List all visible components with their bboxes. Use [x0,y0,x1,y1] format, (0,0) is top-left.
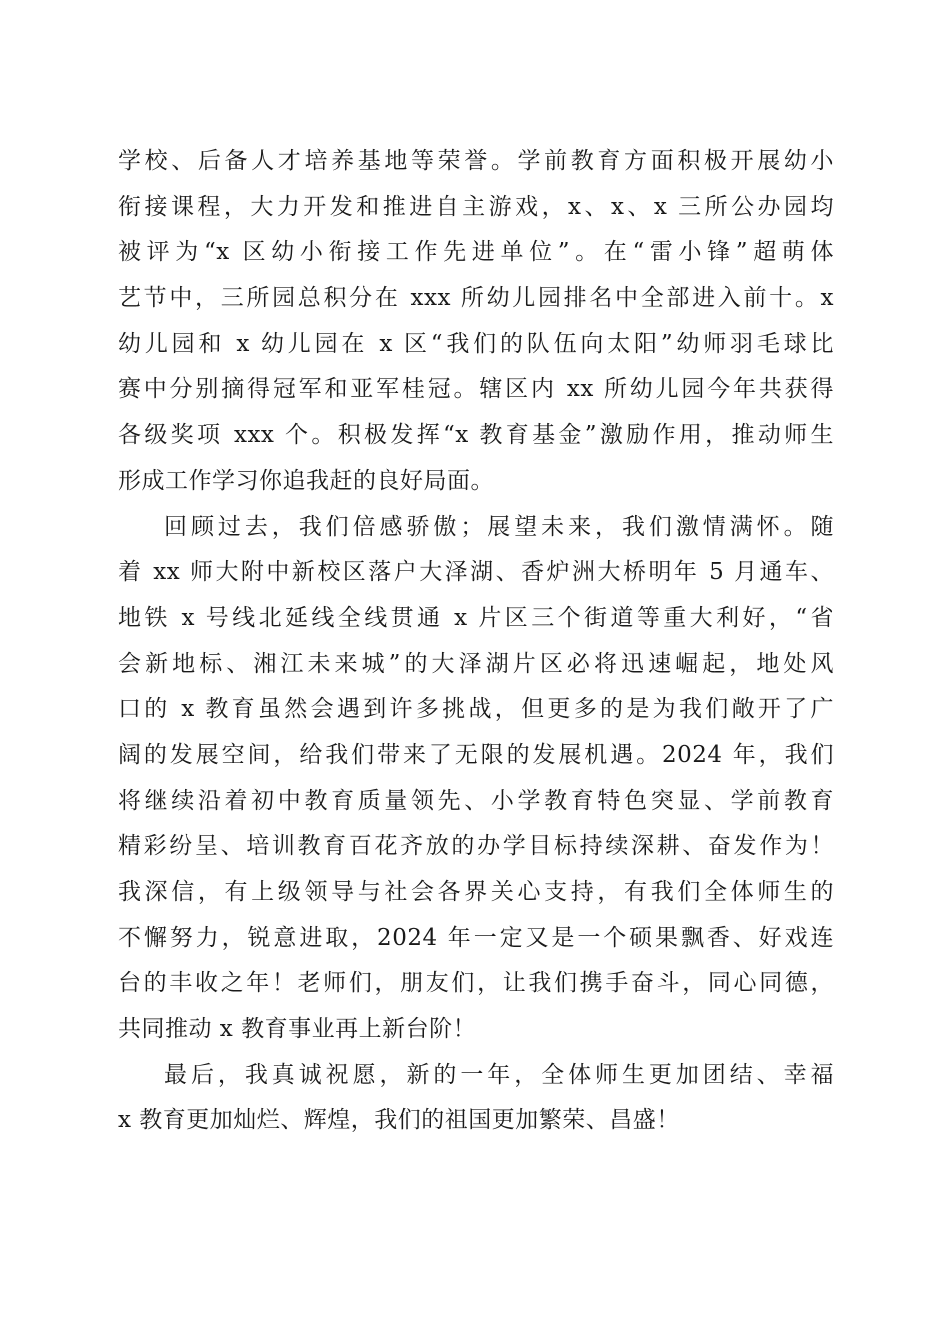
text-line: 艺节中，三所园总积分在 xxx 所幼儿园排名中全部进入前十。x [118,285,834,312]
text-line: x 教育更加灿烂、辉煌，我们的祖国更加繁荣、昌盛！ [118,1107,680,1134]
text-line: 赛中分别摘得冠军和亚军桂冠。辖区内 xx 所幼儿园今年共获得 [118,376,834,403]
text-line: 共同推动 x 教育事业再上新台阶！ [118,1016,477,1043]
document-body [118,139,834,1144]
text-line: 衔接课程，大力开发和推进自主游戏，x、x、x 三所公办园均 [118,193,834,220]
paragraph-1 [118,139,834,505]
text-line: 不懈努力，锐意进取，2024 年一定又是一个硕果飘香、好戏连 [118,924,834,951]
text-line: 幼儿园和 x 幼儿园在 x 区“我们的队伍向太阳”幼师羽毛球比 [118,330,834,357]
text-line: 被评为“x 区幼小衔接工作先进单位”。在“雷小锋”超萌体 [118,239,834,266]
text-line: 我深信，有上级领导与社会各界关心支持，有我们全体师生的 [118,879,834,905]
text-line: 着 xx 师大附中新校区落户大泽湖、香炉洲大桥明年 5 月通车、 [118,559,834,586]
text-line: 形成工作学习你追我赶的良好局面。 [118,467,494,494]
text-line: 最后，我真诚祝愿，新的一年，全体师生更加团结、幸福 [164,1061,834,1088]
paragraph-2 [118,505,834,1053]
text-line: 会新地标、湘江未来城”的大泽湖片区必将迅速崛起，地处风 [118,650,834,677]
text-line: 精彩纷呈、培训教育百花齐放的办学目标持续深耕、奋发作为！ [118,833,834,860]
text-line: 地铁 x 号线北延线全线贯通 x 片区三个街道等重大利好，“省 [118,604,834,631]
text-line: 台的丰收之年！老师们，朋友们，让我们携手奋斗，同心同德， [118,970,834,997]
text-line: 各级奖项 xxx 个。积极发挥“x 教育基金”激励作用，推动师生 [118,422,834,449]
text-line: 回顾过去，我们倍感骄傲；展望未来，我们激情满怀。随 [164,513,834,540]
text-line: 学校、后备人才培养基地等荣誉。学前教育方面积极开展幼小 [118,148,834,174]
text-line: 将继续沿着初中教育质量领先、小学教育特色突显、学前教育 [118,787,834,814]
paragraph-3 [118,1053,834,1144]
text-line: 口的 x 教育虽然会遇到许多挑战，但更多的是为我们敞开了广 [118,696,834,723]
text-line: 阔的发展空间，给我们带来了无限的发展机遇。2024 年，我们 [118,741,834,768]
